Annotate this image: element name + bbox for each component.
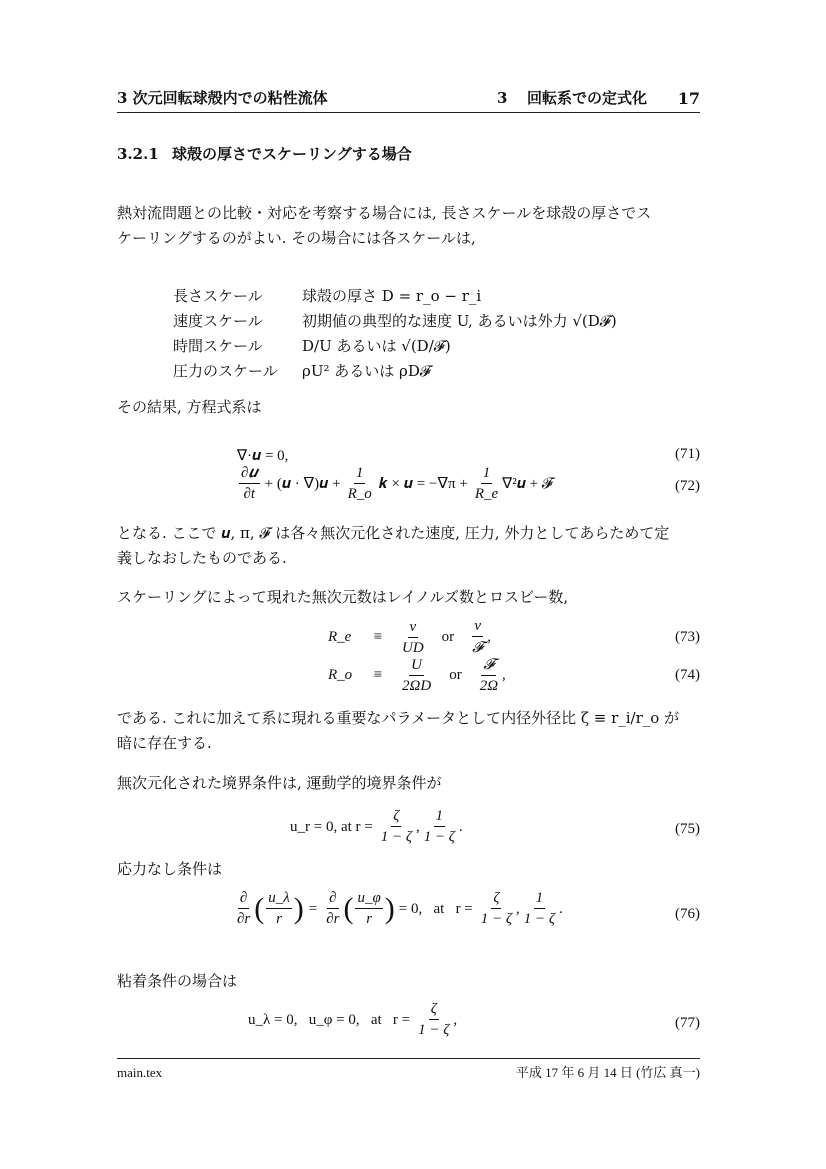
running-header-left: 3 次元回転球殻内での粘性流体 <box>117 89 328 107</box>
equation-term: , <box>515 900 520 917</box>
left-paren: ( <box>254 892 265 925</box>
running-header-chapter-number: 3 <box>497 89 508 107</box>
numerator: 1 <box>534 890 546 909</box>
denominator: 𝓕 <box>472 640 484 656</box>
fraction <box>473 465 500 503</box>
footer-date-author: 平成 17 年 6 月 14 日 (竹広 真一) <box>515 1065 700 1080</box>
scale-name: 長さスケール <box>173 287 263 305</box>
fraction <box>400 619 426 657</box>
numerator: ζ <box>491 890 501 909</box>
scale-name: 時間スケール <box>173 337 263 355</box>
page-number: 17 <box>677 89 700 108</box>
scale-value: 初期値の典型的な速度 U, あるいは外力 √(D𝓕) <box>302 312 617 330</box>
numerator: U <box>409 657 424 676</box>
numerator: ∂ <box>238 890 249 909</box>
equation-74 <box>328 656 506 695</box>
denominator: UD <box>402 639 424 656</box>
fraction <box>266 890 292 928</box>
equation-term: , <box>453 1011 458 1028</box>
numerator: 𝓕 <box>481 656 496 676</box>
numerator: ∂𝒖 <box>239 464 260 484</box>
denominator: 1 − ζ <box>423 829 455 845</box>
numerator: ν <box>472 618 483 637</box>
paragraph-line: 応力なし条件は <box>117 860 223 878</box>
equation-term: R_o <box>328 667 353 683</box>
paragraph-line: 義しなおしたものである. <box>117 549 287 567</box>
denominator: ∂r <box>237 911 251 927</box>
denominator: 2Ω <box>479 678 499 694</box>
equation-term: , <box>415 818 420 835</box>
header-rule <box>117 112 700 113</box>
numerator: u_φ <box>355 890 382 909</box>
fraction <box>239 464 260 503</box>
equation-number: (76) <box>675 906 700 922</box>
denominator: 2ΩD <box>402 677 432 694</box>
fraction <box>379 808 414 846</box>
equation-term: = <box>308 900 318 917</box>
denominator: R_o <box>347 485 372 502</box>
equation-term: 𝒌 × 𝒖 = −∇π + <box>378 475 468 492</box>
numerator: ζ <box>429 1001 439 1020</box>
equation-number: (75) <box>675 821 700 837</box>
right-paren: ) <box>384 892 395 925</box>
paragraph-line: ケーリングするのがよい. その場合には各スケールは, <box>117 229 476 247</box>
equation-73 <box>328 618 491 657</box>
equation-77 <box>248 1001 457 1039</box>
paragraph-line: スケーリングによって現れた無次元数はレイノルズ数とロスビー数, <box>117 588 569 606</box>
fraction <box>235 890 252 928</box>
numerator: ζ <box>391 808 401 827</box>
paragraph-line: 無次元化された境界条件は, 運動学的境界条件が <box>117 774 442 792</box>
equation-term: ≡ <box>373 667 383 683</box>
right-paren: ) <box>293 892 304 925</box>
numerator: u_λ <box>266 890 292 909</box>
fraction <box>355 890 382 928</box>
paragraph-line: 熱対流問題との比較・対応を考察する場合には, 長さスケールを球殻の厚さでス <box>117 204 652 222</box>
numerator: 1 <box>481 465 493 484</box>
equation-term: or <box>449 667 462 683</box>
fraction <box>478 656 500 695</box>
denominator: 1 − ζ <box>523 911 555 927</box>
scale-value: 球殻の厚さ D = r_o − r_i <box>302 287 482 305</box>
scale-value: D/U あるいは √(D/𝓕) <box>302 337 451 355</box>
denominator: R_e <box>474 485 499 502</box>
denominator: 1 − ζ <box>480 911 512 927</box>
equation-term: or <box>441 629 455 645</box>
equation-number: (72) <box>675 478 700 494</box>
equation-term: . <box>458 818 463 835</box>
numerator: 1 <box>434 808 446 827</box>
paragraph-line: 粘着条件の場合は <box>117 972 238 990</box>
fraction <box>324 890 341 928</box>
scale-name: 圧力のスケール <box>173 362 278 380</box>
equation-term: ≡ <box>373 629 383 645</box>
paragraph-line: である. これに加えて系に現れる重要なパラメータとして内径外径比 ζ ≡ r_i/r_o が <box>117 709 680 727</box>
section-title: 球殻の厚さでスケーリングする場合 <box>172 145 412 163</box>
denominator: r <box>366 911 373 927</box>
equation-number: (74) <box>675 667 700 683</box>
equation-body: ∇·𝒖 = 0, <box>237 448 289 464</box>
equation-76 <box>233 890 563 928</box>
denominator: 1 − ζ <box>380 829 412 845</box>
scale-value: ρU² あるいは ρD𝓕 <box>302 362 431 380</box>
fraction <box>416 1001 451 1039</box>
fraction <box>522 890 557 928</box>
equation-71 <box>237 446 288 465</box>
fraction <box>479 890 514 928</box>
numerator: ∂ <box>327 890 338 909</box>
equation-number: (77) <box>675 1015 700 1031</box>
equation-term: R_e <box>328 629 352 645</box>
equation-term: u_λ = 0, u_φ = 0, at r = <box>248 1011 411 1028</box>
numerator: 1 <box>354 465 366 484</box>
denominator: ∂r <box>326 911 340 927</box>
equation-number: (73) <box>675 629 700 645</box>
equation-term: = 0, at r = <box>398 900 473 917</box>
running-header-chapter-title: 回転系での定式化 <box>527 89 648 107</box>
equation-72 <box>237 464 553 503</box>
equation-term: u_r = 0, at r = <box>290 818 373 835</box>
denominator: 1 − ζ <box>418 1022 450 1038</box>
equation-term: . <box>558 900 563 917</box>
equation-75 <box>290 808 463 846</box>
left-paren: ( <box>343 892 354 925</box>
footer-rule <box>117 1058 700 1059</box>
numerator: ν <box>408 619 419 638</box>
footer-filename: main.tex <box>117 1065 163 1080</box>
equation-term: , <box>487 629 491 645</box>
fraction <box>400 657 433 695</box>
equation-number: (71) <box>675 446 700 462</box>
paragraph-line: となる. ここで 𝒖, π, 𝓕 は各々無次元化された速度, 圧力, 外力としてあらためて定 <box>117 524 670 542</box>
fraction <box>422 808 457 846</box>
paragraph-line: その結果, 方程式系は <box>117 398 262 416</box>
denominator: r <box>276 911 282 927</box>
equation-term: , <box>502 667 506 683</box>
fraction <box>346 465 374 503</box>
equation-term: ∇²𝒖 + 𝓕 <box>502 476 553 492</box>
denominator: ∂t <box>243 486 256 502</box>
paragraph-line: 暗に存在する. <box>117 734 212 752</box>
equation-term: + (𝒖 · ∇)𝒖 + <box>264 475 341 492</box>
scale-name: 速度スケール <box>173 312 263 330</box>
section-number: 3.2.1 <box>117 145 159 163</box>
fraction <box>470 618 485 657</box>
